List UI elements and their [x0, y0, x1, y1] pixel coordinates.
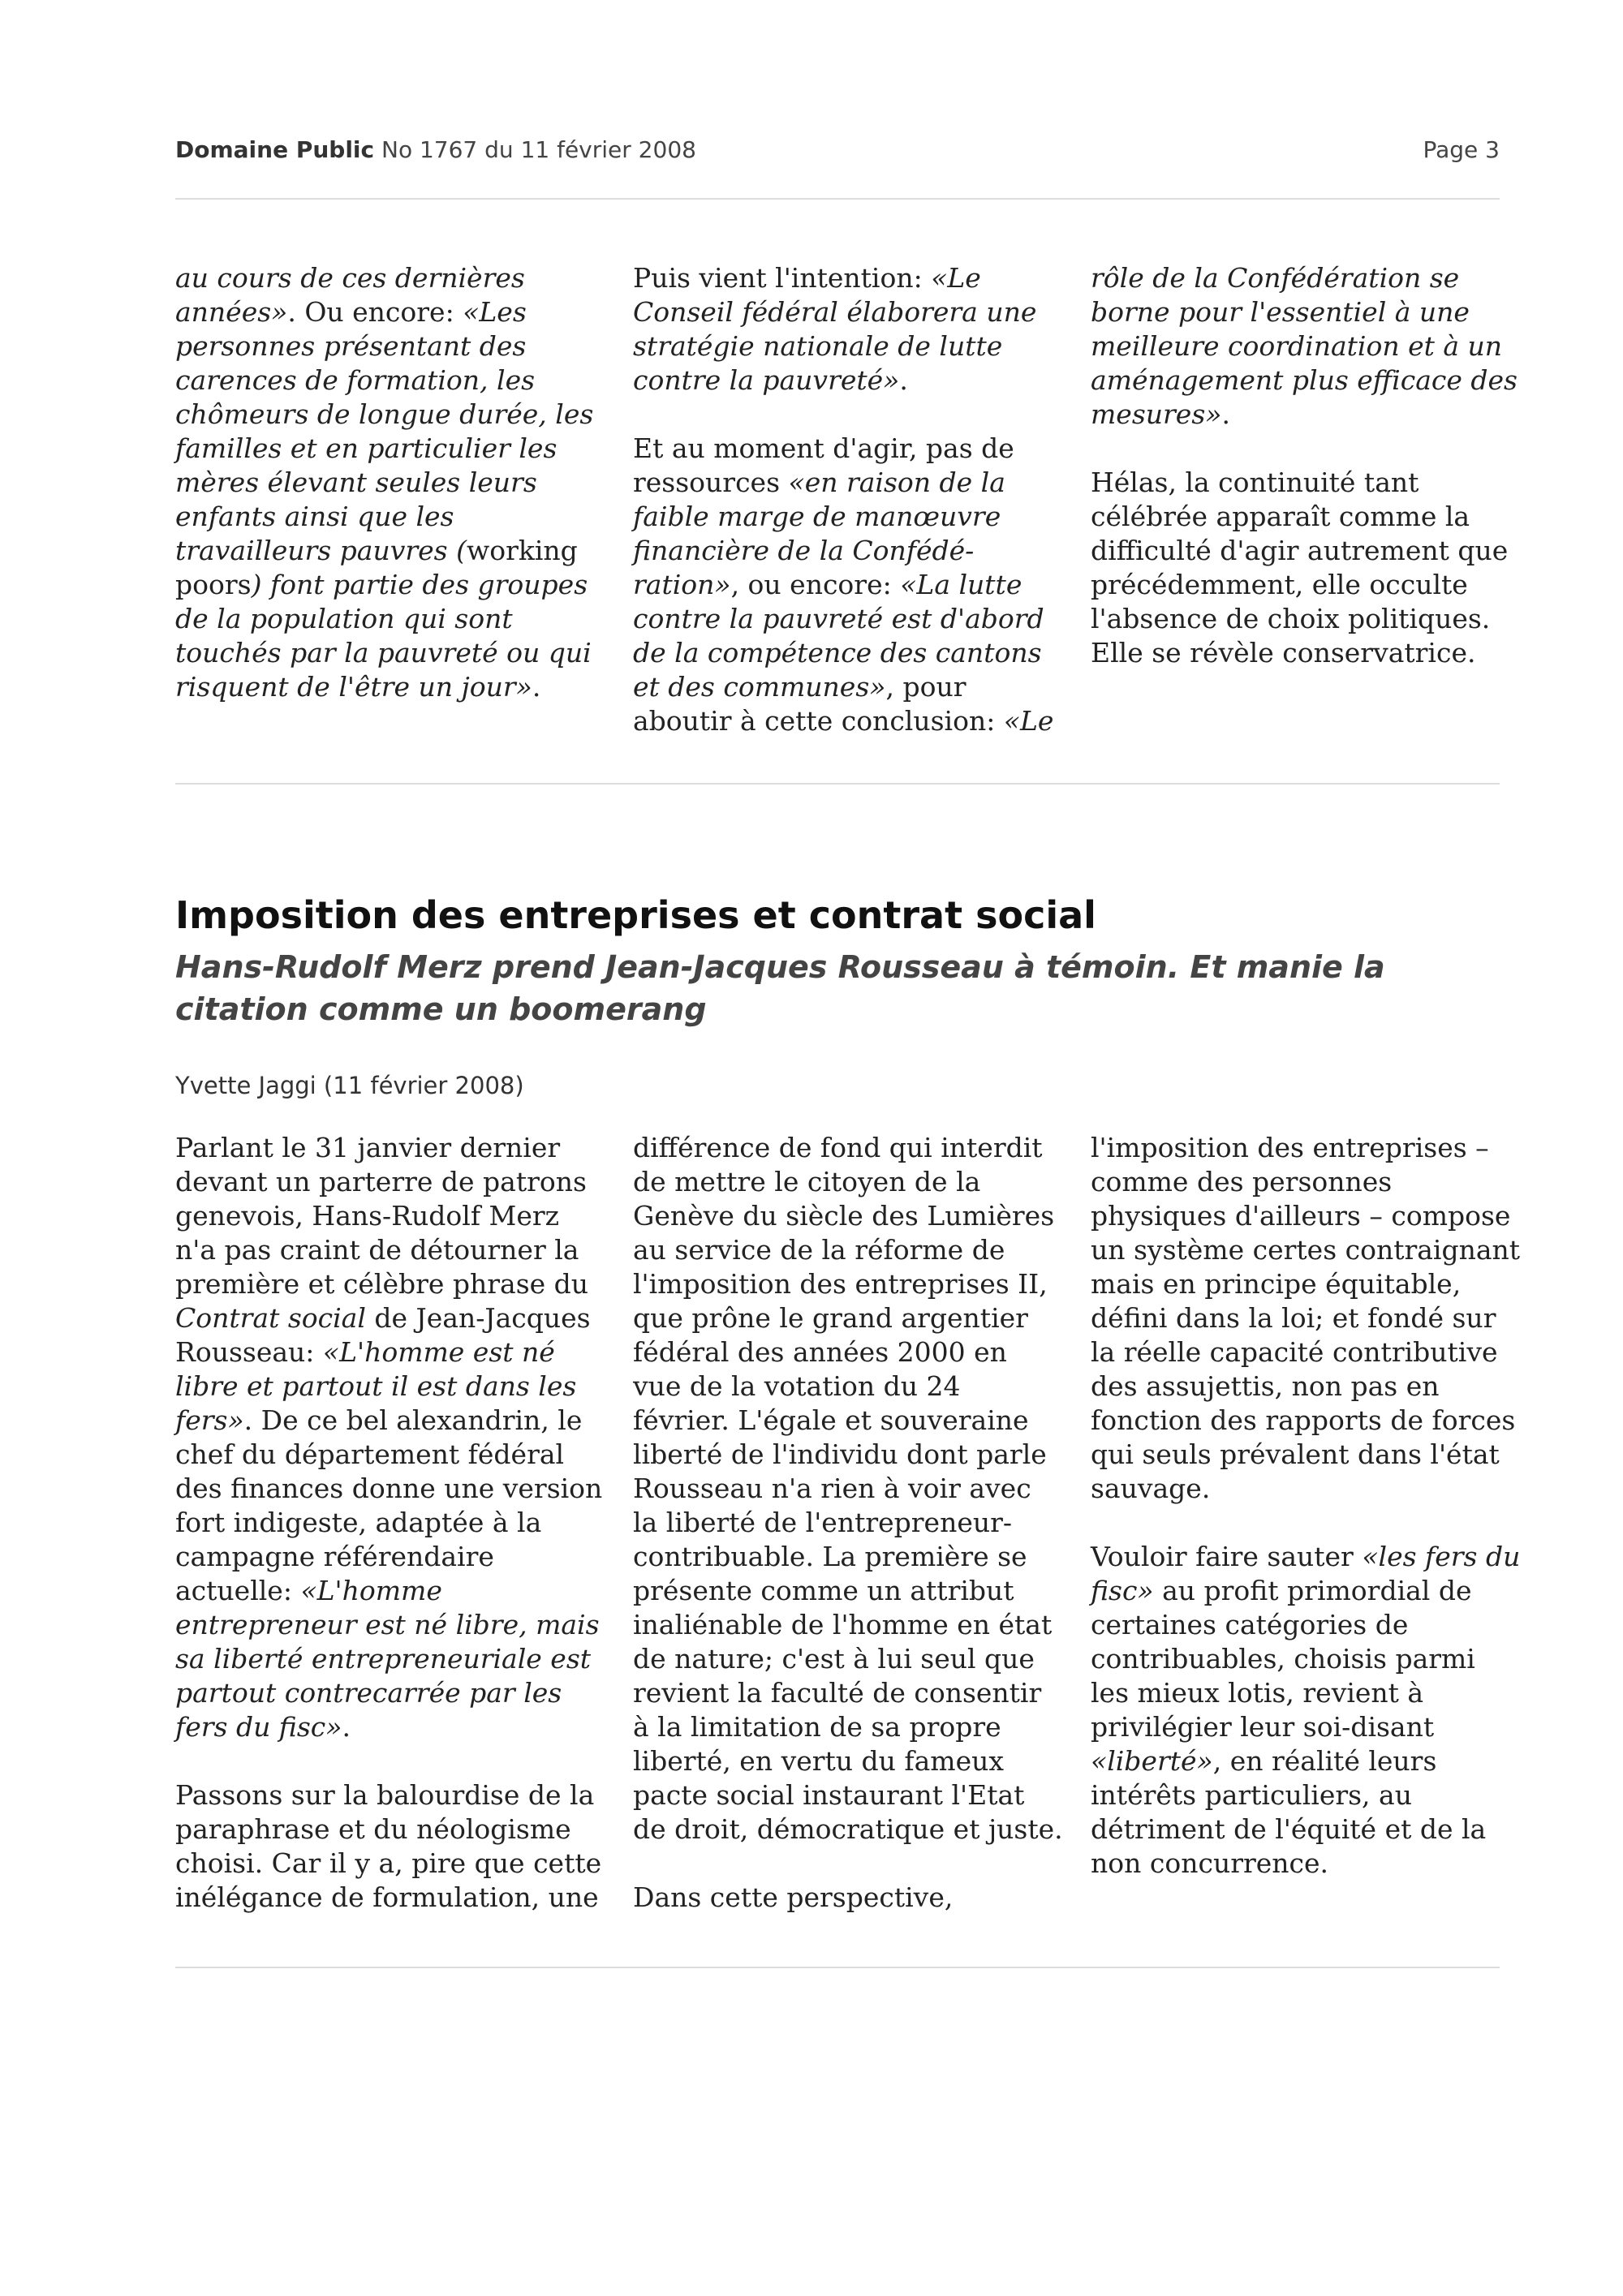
text-run: Dans cette perspective,: [633, 1881, 954, 1913]
text-run: différence de fond qui interdit de mettre le citoyen de la Genève du siècle des Lumières au service de la réforme de l'imposition des entreprises II, que prône le grand argentier fédéral des années 2000 en vue de la votation du 24 février. L'égale et souveraine liberté de l'individu dont parle Rousseau n'a rien à voir avec la liberté de l'entrepreneur-contribuable. La première se présente comme un attribut inaliénable de l'homme en état de nature; c'est à lui seul que revient la faculté de consentir à la limitation de sa propre liberté, en vertu du fameux pacte social instaurant l'Etat de droit, démocratique et juste.: [633, 1132, 1063, 1845]
italic-text-run: «La lutte contre la pauvreté est d'abord de la compétence des cantons et des communes»: [633, 569, 1044, 703]
text-run: .: [899, 364, 908, 396]
text-run: . Ou encore:: [287, 296, 463, 328]
paragraph: [633, 432, 1063, 738]
text-run: . De ce bel alexandrin, le chef du département fédéral des finances donne une version fort indigeste, adaptée à la campagne référendaire actuelle:: [175, 1404, 603, 1606]
paragraph: [175, 1778, 605, 1915]
paragraph: [175, 1131, 605, 1744]
header-divider: [175, 198, 1500, 200]
italic-text-run: «en raison de la faible marge de manœuvre financière de la Confédé-ration»: [633, 467, 1005, 600]
paragraph: [1091, 1540, 1521, 1881]
article1-body: [175, 261, 1518, 748]
paragraph: [633, 1881, 1063, 1915]
article2-column-3: [1091, 1131, 1521, 1881]
text-run: .: [342, 1711, 351, 1743]
text-run: de Jean-Jacques Rousseau:: [175, 1302, 591, 1368]
text-run: Hélas, la continuité tant célébrée apparaît comme la difficulté d'agir autrement que précédemment, elle occulte l'absence de choix politiques. Elle se révèle conservatrice.: [1091, 467, 1509, 669]
text-run: , ou encore:: [730, 569, 901, 600]
italic-text-run: «liberté»: [1091, 1745, 1213, 1777]
text-run: .: [1221, 398, 1230, 430]
article-title: Imposition des entreprises et contrat social: [175, 893, 1096, 937]
footer-divider: [175, 1967, 1500, 1968]
page-header: [175, 130, 1500, 170]
article2-column-2: [633, 1131, 1063, 1915]
publication-name: Domaine Public: [175, 136, 375, 163]
text-run: Passons sur la balourdise de la paraphrase et du néologisme choisi. Car il y a, pire que cette inélégance de formulation, une: [175, 1779, 602, 1913]
paragraph: [1091, 261, 1521, 432]
header-publication-info: [175, 136, 696, 163]
page-number: Page 3: [1423, 136, 1500, 163]
italic-text-run: «L'homme entrepreneur est né libre, mais sa liberté entrepreneuriale est partout contrecarrée par les fers du fisc»: [175, 1575, 600, 1743]
text-run: working poors: [175, 535, 578, 600]
italic-text-run: «les fers du fisc»: [1091, 1541, 1521, 1606]
paragraph: [1091, 1131, 1521, 1506]
text-run: Parlant le 31 janvier dernier devant un parterre de patrons genevois, Hans-Rudolf Merz n'a pas craint de détourner la première et célèbre phrase du: [175, 1132, 589, 1300]
paragraph: [175, 261, 605, 704]
text-run: Vouloir faire sauter: [1091, 1541, 1363, 1572]
italic-text-run: «L'homme est né libre et partout il est dans les fers»: [175, 1336, 577, 1436]
text-run: l'imposition des entreprises – comme des personnes physiques d'ailleurs – compose un système certes contraignant mais en principe équitable, défini dans la loi; et fondé sur la réelle capacité contributive des assujettis, non pas en fonction des rapports de forces qui seuls prévalent dans l'état sauvage.: [1091, 1132, 1521, 1504]
italic-text-run: ) font partie des groupes de la population qui sont touchés par la pauvreté ou qui risquent de l'être un jour»: [175, 569, 592, 703]
text-run: , en réalité leurs intérêts particuliers, au détriment de l'équité et de la non concurrence.: [1091, 1745, 1487, 1879]
text-run: Puis vient l'intention:: [633, 262, 932, 294]
text-run: Et au moment d'agir, pas de ressources: [633, 432, 1014, 498]
italic-text-run: Contrat social: [175, 1302, 366, 1334]
article1-column-1: [175, 261, 605, 704]
article2-body: [175, 1131, 1521, 1913]
italic-text-run: «Le: [1003, 705, 1054, 737]
article1-column-3: [1091, 261, 1521, 670]
paragraph: [1091, 466, 1521, 670]
article-byline: Yvette Jaggi (11 février 2008): [175, 1072, 524, 1099]
text-run: .: [532, 671, 541, 703]
paragraph: [633, 1131, 1063, 1847]
italic-text-run: «Le Conseil fédéral élaborera une stratégie nationale de lutte contre la pauvreté»: [633, 262, 1037, 396]
paragraph: [633, 261, 1063, 398]
text-run: au profit primordial de certaines catégories de contribuables, choisis parmi les mieux lotis, revient à privilégier leur soi-disant: [1091, 1575, 1475, 1743]
article1-column-2: [633, 261, 1063, 738]
article-divider: [175, 783, 1500, 785]
italic-text-run: «Les personnes présentant des carences de formation, les chômeurs de longue durée, les familles et en particulier les mères élevant seules leurs enfants ainsi que les travailleurs pauvres (: [175, 296, 594, 566]
issue-info: No 1767 du 11 février 2008: [381, 136, 696, 163]
article-subtitle: Hans-Rudolf Merz prend Jean-Jacques Rousseau à témoin. Et manie la citation comme un boomerang: [175, 949, 1385, 1027]
article2-column-1: [175, 1131, 605, 1915]
text-run: , pour aboutir à cette conclusion:: [633, 671, 1004, 737]
italic-text-run: rôle de la Confédération se borne pour l'essentiel à une meilleure coordination et à un aménagement plus efficace des mesures»: [1091, 262, 1518, 430]
italic-text-run: au cours de ces dernières années»: [175, 262, 525, 328]
